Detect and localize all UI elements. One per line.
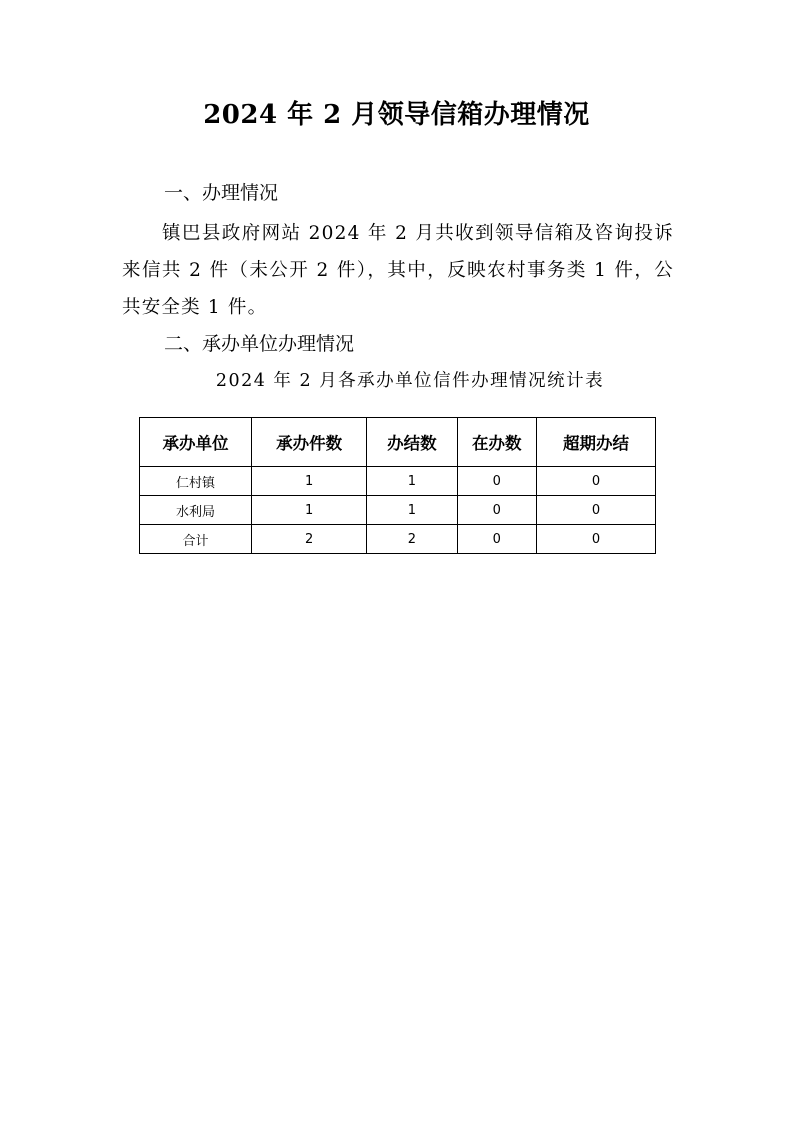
table-cell: 1 — [252, 496, 367, 525]
table-caption: 2024 年 2 月各承办单位信件办理情况统计表 — [215, 371, 605, 391]
table-header-cell: 超期办结 — [536, 418, 655, 467]
section-paragraph-handling: 镇巴县政府网站 2024 年 2 月共收到领导信箱及咨询投诉来信共 2 件（未公开 2 件），其中，反映农村事务类 1 件，公共安全类 1 件。 — [122, 223, 674, 318]
table-cell: 2 — [252, 525, 367, 554]
table-cell: 0 — [457, 467, 536, 496]
table-header-cell: 办结数 — [367, 418, 457, 467]
table-cell: 0 — [536, 525, 655, 554]
document-title: 2024 年 2 月领导信箱办理情况 — [203, 100, 590, 130]
table-cell: 0 — [536, 467, 655, 496]
table-cell: 0 — [536, 496, 655, 525]
table-cell: 2 — [367, 525, 457, 554]
table-cell: 仁村镇 — [140, 467, 252, 496]
table-row — [140, 525, 656, 554]
statistics-table — [139, 417, 656, 554]
section-heading-units: 二、承办单位办理情况 — [164, 333, 355, 355]
table-cell: 0 — [457, 525, 536, 554]
section-heading-handling: 一、办理情况 — [164, 182, 279, 204]
table-header-cell: 承办单位 — [140, 418, 252, 467]
table-cell: 1 — [367, 496, 457, 525]
table-cell: 1 — [252, 467, 367, 496]
table-row — [140, 496, 656, 525]
table-header-cell: 承办件数 — [252, 418, 367, 467]
table-header-cell: 在办数 — [457, 418, 536, 467]
table-row — [140, 467, 656, 496]
table-header-row — [140, 418, 656, 467]
table-cell: 0 — [457, 496, 536, 525]
table-cell: 水利局 — [140, 496, 252, 525]
table-cell: 1 — [367, 467, 457, 496]
table-cell: 合计 — [140, 525, 252, 554]
